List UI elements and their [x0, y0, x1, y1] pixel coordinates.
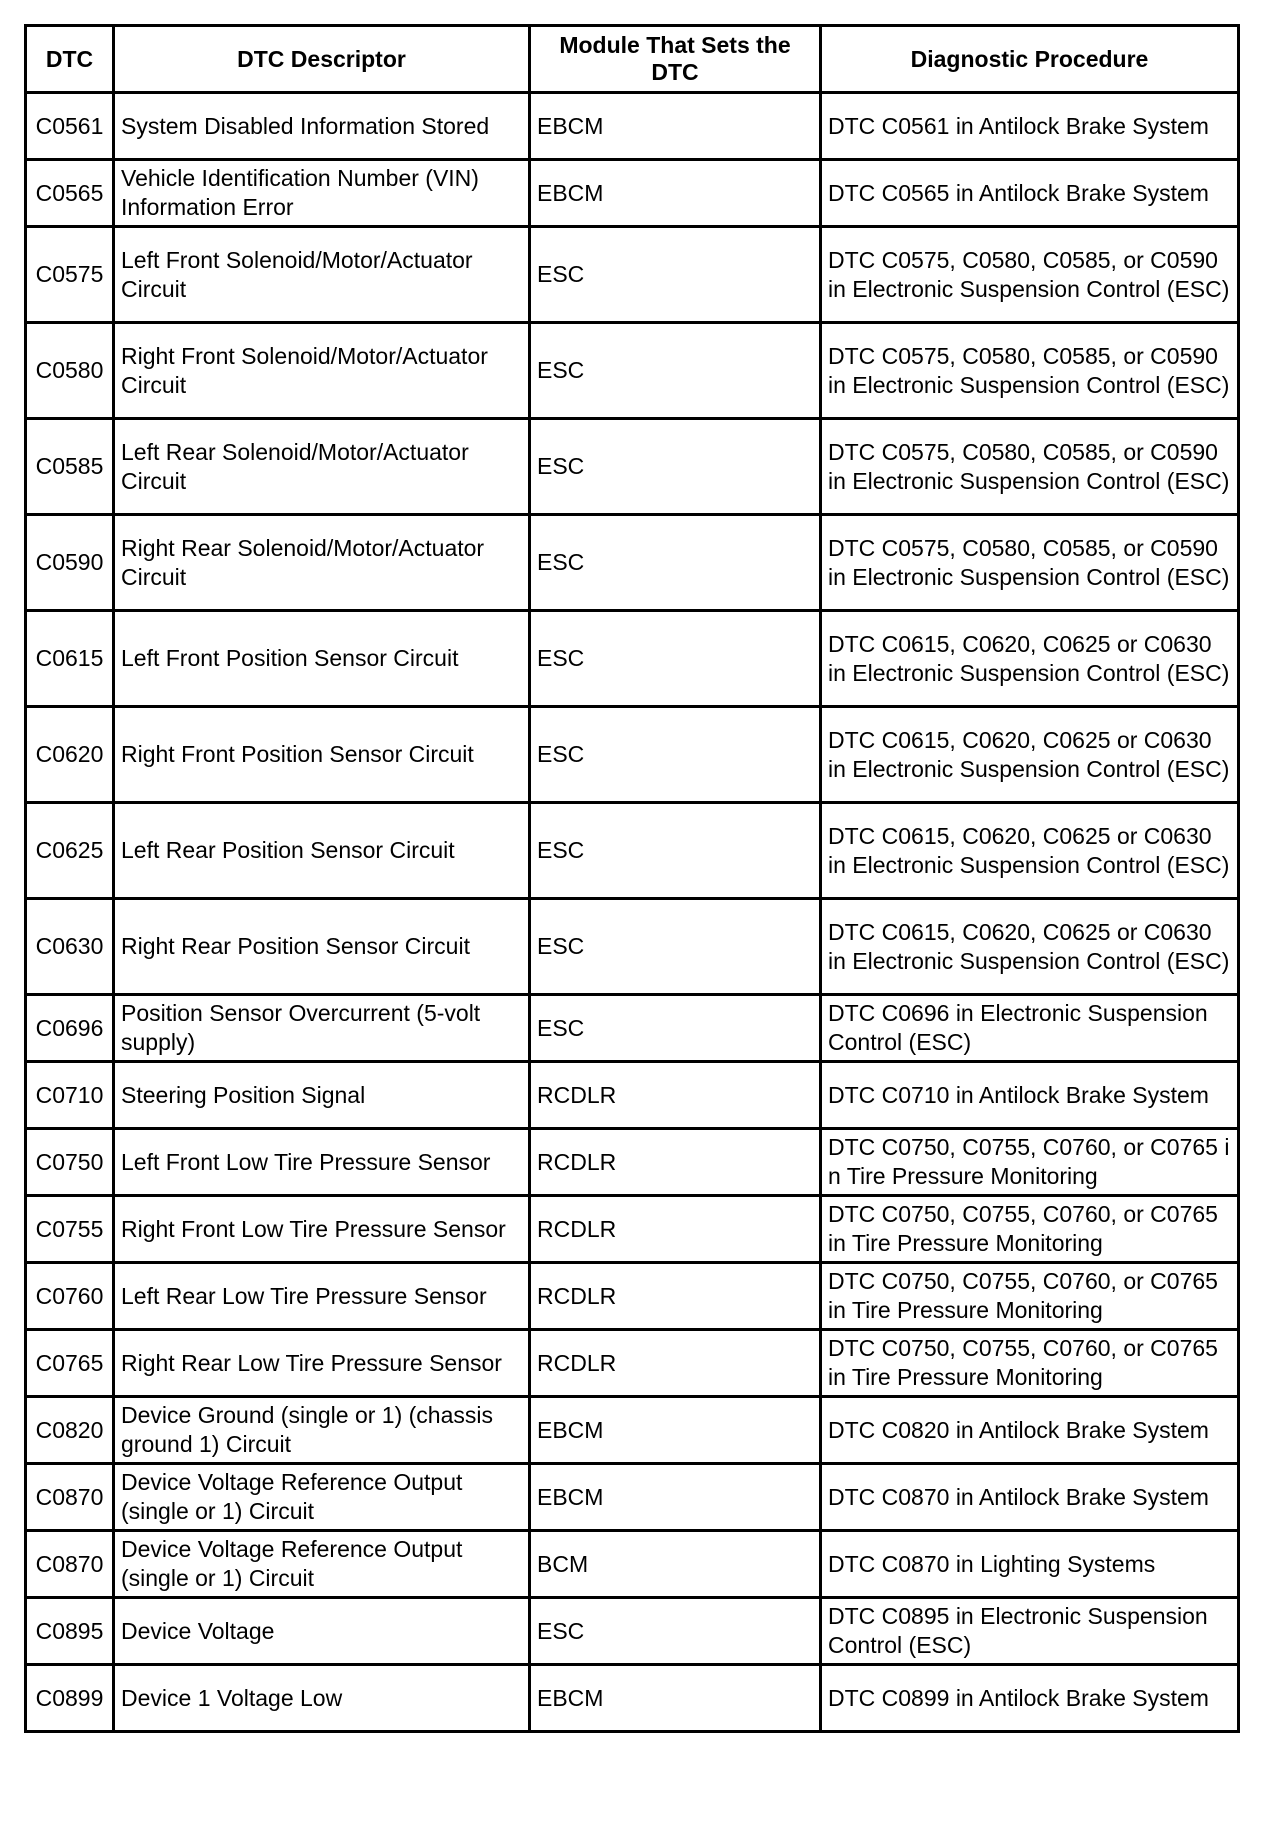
table-row — [26, 899, 1239, 995]
cell-module: RCDLR — [530, 1129, 821, 1196]
cell-descriptor: Right Rear Low Tire Pressure Sensor — [114, 1330, 530, 1397]
cell-module: ESC — [530, 707, 821, 803]
cell-dtc: C0561 — [26, 93, 114, 160]
cell-descriptor: Vehicle Identification Number (VIN) Information Error — [114, 160, 530, 227]
table-row — [26, 93, 1239, 160]
cell-descriptor: Right Rear Solenoid/Motor/Actuator Circuit — [114, 515, 530, 611]
table-row — [26, 1397, 1239, 1464]
table-row — [26, 1665, 1239, 1732]
cell-procedure: DTC C0615, C0620, C0625 or C0630 in Electronic Suspension Control (ESC) — [821, 899, 1239, 995]
cell-module: ESC — [530, 1598, 821, 1665]
cell-procedure: DTC C0750, C0755, C0760, or C0765 in Tire Pressure Monitoring — [821, 1263, 1239, 1330]
cell-descriptor: Left Front Solenoid/Motor/Actuator Circuit — [114, 227, 530, 323]
cell-descriptor: Left Rear Position Sensor Circuit — [114, 803, 530, 899]
cell-module: ESC — [530, 995, 821, 1062]
cell-module: RCDLR — [530, 1263, 821, 1330]
cell-procedure: DTC C0615, C0620, C0625 or C0630 in Electronic Suspension Control (ESC) — [821, 707, 1239, 803]
cell-module: RCDLR — [530, 1062, 821, 1129]
cell-dtc: C0870 — [26, 1531, 114, 1598]
cell-dtc: C0870 — [26, 1464, 114, 1531]
cell-module: ESC — [530, 227, 821, 323]
cell-procedure: DTC C0899 in Antilock Brake System — [821, 1665, 1239, 1732]
cell-procedure: DTC C0710 in Antilock Brake System — [821, 1062, 1239, 1129]
cell-procedure: DTC C0820 in Antilock Brake System — [821, 1397, 1239, 1464]
cell-module: ESC — [530, 899, 821, 995]
cell-descriptor: Device Voltage Reference Output (single or 1) Circuit — [114, 1531, 530, 1598]
cell-procedure: DTC C0565 in Antilock Brake System — [821, 160, 1239, 227]
cell-dtc: C0760 — [26, 1263, 114, 1330]
cell-descriptor: Left Rear Solenoid/Motor/Actuator Circuit — [114, 419, 530, 515]
cell-procedure: DTC C0750, C0755, C0760, or C0765 in Tire Pressure Monitoring — [821, 1196, 1239, 1263]
cell-dtc: C0575 — [26, 227, 114, 323]
cell-module: ESC — [530, 323, 821, 419]
cell-descriptor: Left Rear Low Tire Pressure Sensor — [114, 1263, 530, 1330]
cell-procedure: DTC C0895 in Electronic Suspension Control (ESC) — [821, 1598, 1239, 1665]
cell-dtc: C0750 — [26, 1129, 114, 1196]
cell-descriptor: Steering Position Signal — [114, 1062, 530, 1129]
cell-dtc: C0590 — [26, 515, 114, 611]
cell-descriptor: System Disabled Information Stored — [114, 93, 530, 160]
table-row — [26, 1263, 1239, 1330]
table-row — [26, 1531, 1239, 1598]
cell-procedure: DTC C0615, C0620, C0625 or C0630 in Electronic Suspension Control (ESC) — [821, 803, 1239, 899]
cell-procedure: DTC C0561 in Antilock Brake System — [821, 93, 1239, 160]
table-row — [26, 707, 1239, 803]
cell-descriptor: Left Front Position Sensor Circuit — [114, 611, 530, 707]
cell-procedure: DTC C0870 in Lighting Systems — [821, 1531, 1239, 1598]
cell-module: EBCM — [530, 1397, 821, 1464]
cell-procedure: DTC C0750, C0755, C0760, or C0765 in Tire Pressure Monitoring — [821, 1330, 1239, 1397]
cell-module: EBCM — [530, 1665, 821, 1732]
cell-dtc: C0580 — [26, 323, 114, 419]
header-procedure: Diagnostic Procedure — [821, 26, 1239, 93]
cell-descriptor: Device Voltage — [114, 1598, 530, 1665]
cell-descriptor: Right Front Solenoid/Motor/Actuator Circuit — [114, 323, 530, 419]
cell-descriptor: Device Voltage Reference Output (single or 1) Circuit — [114, 1464, 530, 1531]
cell-descriptor: Device Ground (single or 1) (chassis ground 1) Circuit — [114, 1397, 530, 1464]
cell-module: ESC — [530, 515, 821, 611]
table-row — [26, 1062, 1239, 1129]
cell-dtc: C0565 — [26, 160, 114, 227]
table-row — [26, 995, 1239, 1062]
cell-dtc: C0820 — [26, 1397, 114, 1464]
table-row — [26, 160, 1239, 227]
cell-dtc: C0895 — [26, 1598, 114, 1665]
table-row — [26, 419, 1239, 515]
table-row — [26, 1598, 1239, 1665]
cell-procedure: DTC C0575, C0580, C0585, or C0590 in Electronic Suspension Control (ESC) — [821, 323, 1239, 419]
header-module: Module That Sets the DTC — [530, 26, 821, 93]
cell-dtc: C0765 — [26, 1330, 114, 1397]
cell-procedure: DTC C0575, C0580, C0585, or C0590 in Electronic Suspension Control (ESC) — [821, 419, 1239, 515]
cell-descriptor: Right Front Low Tire Pressure Sensor — [114, 1196, 530, 1263]
table-row — [26, 611, 1239, 707]
header-dtc: DTC — [26, 26, 114, 93]
cell-procedure: DTC C0575, C0580, C0585, or C0590 in Electronic Suspension Control (ESC) — [821, 515, 1239, 611]
cell-module: EBCM — [530, 160, 821, 227]
table-row — [26, 1129, 1239, 1196]
table-row — [26, 803, 1239, 899]
table-row — [26, 515, 1239, 611]
dtc-table-sheet — [24, 24, 1237, 1733]
cell-dtc: C0585 — [26, 419, 114, 515]
cell-dtc: C0696 — [26, 995, 114, 1062]
cell-dtc: C0625 — [26, 803, 114, 899]
dtc-table — [24, 24, 1240, 1733]
cell-dtc: C0615 — [26, 611, 114, 707]
table-row — [26, 1196, 1239, 1263]
cell-module: EBCM — [530, 1464, 821, 1531]
cell-procedure: DTC C0750, C0755, C0760, or C0765 i n Tire Pressure Monitoring — [821, 1129, 1239, 1196]
cell-descriptor: Right Rear Position Sensor Circuit — [114, 899, 530, 995]
cell-descriptor: Position Sensor Overcurrent (5-volt supply) — [114, 995, 530, 1062]
cell-dtc: C0710 — [26, 1062, 114, 1129]
cell-dtc: C0620 — [26, 707, 114, 803]
cell-module: RCDLR — [530, 1330, 821, 1397]
cell-descriptor: Left Front Low Tire Pressure Sensor — [114, 1129, 530, 1196]
cell-dtc: C0899 — [26, 1665, 114, 1732]
cell-module: BCM — [530, 1531, 821, 1598]
cell-procedure: DTC C0575, C0580, C0585, or C0590 in Electronic Suspension Control (ESC) — [821, 227, 1239, 323]
cell-procedure: DTC C0615, C0620, C0625 or C0630 in Electronic Suspension Control (ESC) — [821, 611, 1239, 707]
table-body — [26, 93, 1239, 1732]
cell-descriptor: Device 1 Voltage Low — [114, 1665, 530, 1732]
table-row — [26, 323, 1239, 419]
header-descriptor: DTC Descriptor — [114, 26, 530, 93]
table-row — [26, 227, 1239, 323]
cell-descriptor: Right Front Position Sensor Circuit — [114, 707, 530, 803]
cell-procedure: DTC C0696 in Electronic Suspension Control (ESC) — [821, 995, 1239, 1062]
table-row — [26, 1330, 1239, 1397]
table-row — [26, 1464, 1239, 1531]
cell-dtc: C0630 — [26, 899, 114, 995]
table-header-row — [26, 26, 1239, 93]
cell-procedure: DTC C0870 in Antilock Brake System — [821, 1464, 1239, 1531]
cell-module: ESC — [530, 611, 821, 707]
cell-dtc: C0755 — [26, 1196, 114, 1263]
cell-module: ESC — [530, 419, 821, 515]
cell-module: RCDLR — [530, 1196, 821, 1263]
cell-module: EBCM — [530, 93, 821, 160]
cell-module: ESC — [530, 803, 821, 899]
